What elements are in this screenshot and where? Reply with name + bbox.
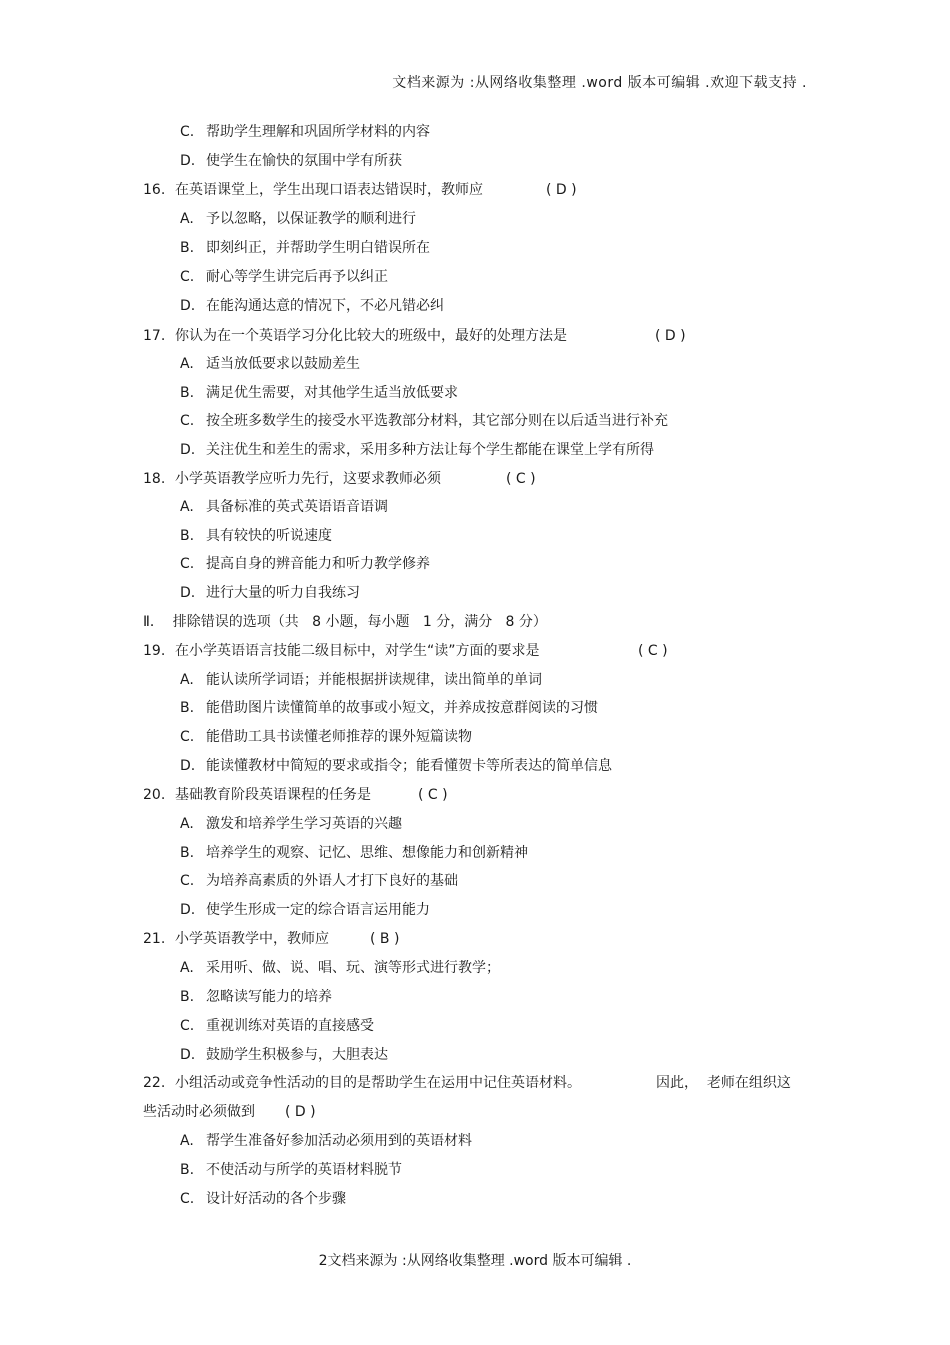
q16-option-d: D. 在能沟通达意的情况下，不必凡错必纠	[180, 298, 444, 314]
q17-option-a: A. 适当放低要求以鼓励差生	[180, 356, 360, 372]
q16-option-b: B. 即刻纠正，并帮助学生明白错误所在	[180, 240, 430, 256]
q18-option-b: B. 具有较快的听说速度	[180, 528, 332, 544]
q22-option-c: C. 设计好活动的各个步骤	[180, 1191, 346, 1207]
q21-option-a: A. 采用听、做、说、唱、玩、演等形式进行教学；	[180, 960, 500, 976]
q22-option-a: A. 帮学生准备好参加活动必须用到的英语材料	[180, 1133, 472, 1149]
q20-stem: 20. 基础教育阶段英语课程的任务是	[143, 787, 371, 803]
q19-option-c: C. 能借助工具书读懂老师推荐的课外短篇读物	[180, 729, 472, 745]
q18-stem: 18. 小学英语教学应听力先行，这要求教师必须	[143, 471, 441, 487]
q17-option-b: B. 满足优生需要，对其他学生适当放低要求	[180, 385, 458, 401]
page-footer: 2文档来源为 :从网络收集整理 .word 版本可编辑 .	[318, 1253, 632, 1269]
q18-option-a: A. 具备标准的英式英语语音语调	[180, 499, 388, 515]
q22-stem-line2: 些活动时必须做到	[143, 1104, 255, 1120]
q20-option-b: B. 培养学生的观察、记忆、思维、想像能力和创新精神	[180, 845, 528, 861]
q17-stem: 17. 你认为在一个英语学习分化比较大的班级中，最好的处理方法是	[143, 328, 567, 344]
q21-option-c: C. 重视训练对英语的直接感受	[180, 1018, 374, 1034]
q21-option-d: D. 鼓励学生积极参与，大胆表达	[180, 1047, 388, 1063]
q18-answer: ( C )	[506, 471, 536, 487]
section-heading: Ⅱ． 排除错误的选项（共 8 小题，每小题 1 分，满分 8 分）	[143, 614, 547, 630]
q20-option-a: A. 激发和培养学生学习英语的兴趣	[180, 816, 402, 832]
q22-stem-line1: 22. 小组活动或竞争性活动的目的是帮助学生在运用中记住英语材料。	[143, 1075, 581, 1091]
q21-answer: ( B )	[370, 931, 400, 947]
q21-stem: 21. 小学英语教学中，教师应	[143, 931, 329, 947]
q16-option-a: A. 予以忽略，以保证教学的顺利进行	[180, 211, 416, 227]
q19-option-a: A. 能认读所学词语；并能根据拼读规律，读出简单的单词	[180, 672, 542, 688]
q20-option-d: D. 使学生形成一定的综合语言运用能力	[180, 902, 430, 918]
q15-option-c: C. 帮助学生理解和巩固所学材料的内容	[180, 124, 430, 140]
q19-option-b: B. 能借助图片读懂简单的故事或小短文，并养成按意群阅读的习惯	[180, 700, 598, 716]
q19-answer: ( C )	[638, 643, 668, 659]
q16-option-c: C. 耐心等学生讲完后再予以纠正	[180, 269, 388, 285]
q16-answer: ( D )	[546, 182, 577, 198]
q19-stem: 19. 在小学英语语言技能二级目标中，对学生“读”方面的要求是	[143, 643, 540, 659]
q17-answer: ( D )	[655, 328, 686, 344]
q18-option-c: C. 提高自身的辨音能力和听力教学修养	[180, 556, 430, 572]
q22-stem-line1-end: 因此， 老师在组织这	[656, 1075, 791, 1091]
q22-option-b: B. 不使活动与所学的英语材料脱节	[180, 1162, 402, 1178]
q19-option-d: D. 能读懂教材中简短的要求或指令；能看懂贺卡等所表达的简单信息	[180, 758, 612, 774]
q18-option-d: D. 进行大量的听力自我练习	[180, 585, 360, 601]
q17-option-c: C. 按全班多数学生的接受水平选教部分材料，其它部分则在以后适当进行补充	[180, 413, 668, 429]
q21-option-b: B. 忽略读写能力的培养	[180, 989, 332, 1005]
q16-stem: 16. 在英语课堂上，学生出现口语表达错误时，教师应	[143, 182, 483, 198]
q20-option-c: C. 为培养高素质的外语人才打下良好的基础	[180, 873, 458, 889]
q15-option-d: D. 使学生在愉快的氛围中学有所获	[180, 153, 402, 169]
page-header: 文档来源为 :从网络收集整理 .word 版本可编辑 .欢迎下载支持 .	[392, 75, 807, 91]
q20-answer: ( C )	[418, 787, 448, 803]
q22-answer: ( D )	[285, 1104, 316, 1120]
q17-option-d: D. 关注优生和差生的需求，采用多种方法让每个学生都能在课堂上学有所得	[180, 442, 654, 458]
